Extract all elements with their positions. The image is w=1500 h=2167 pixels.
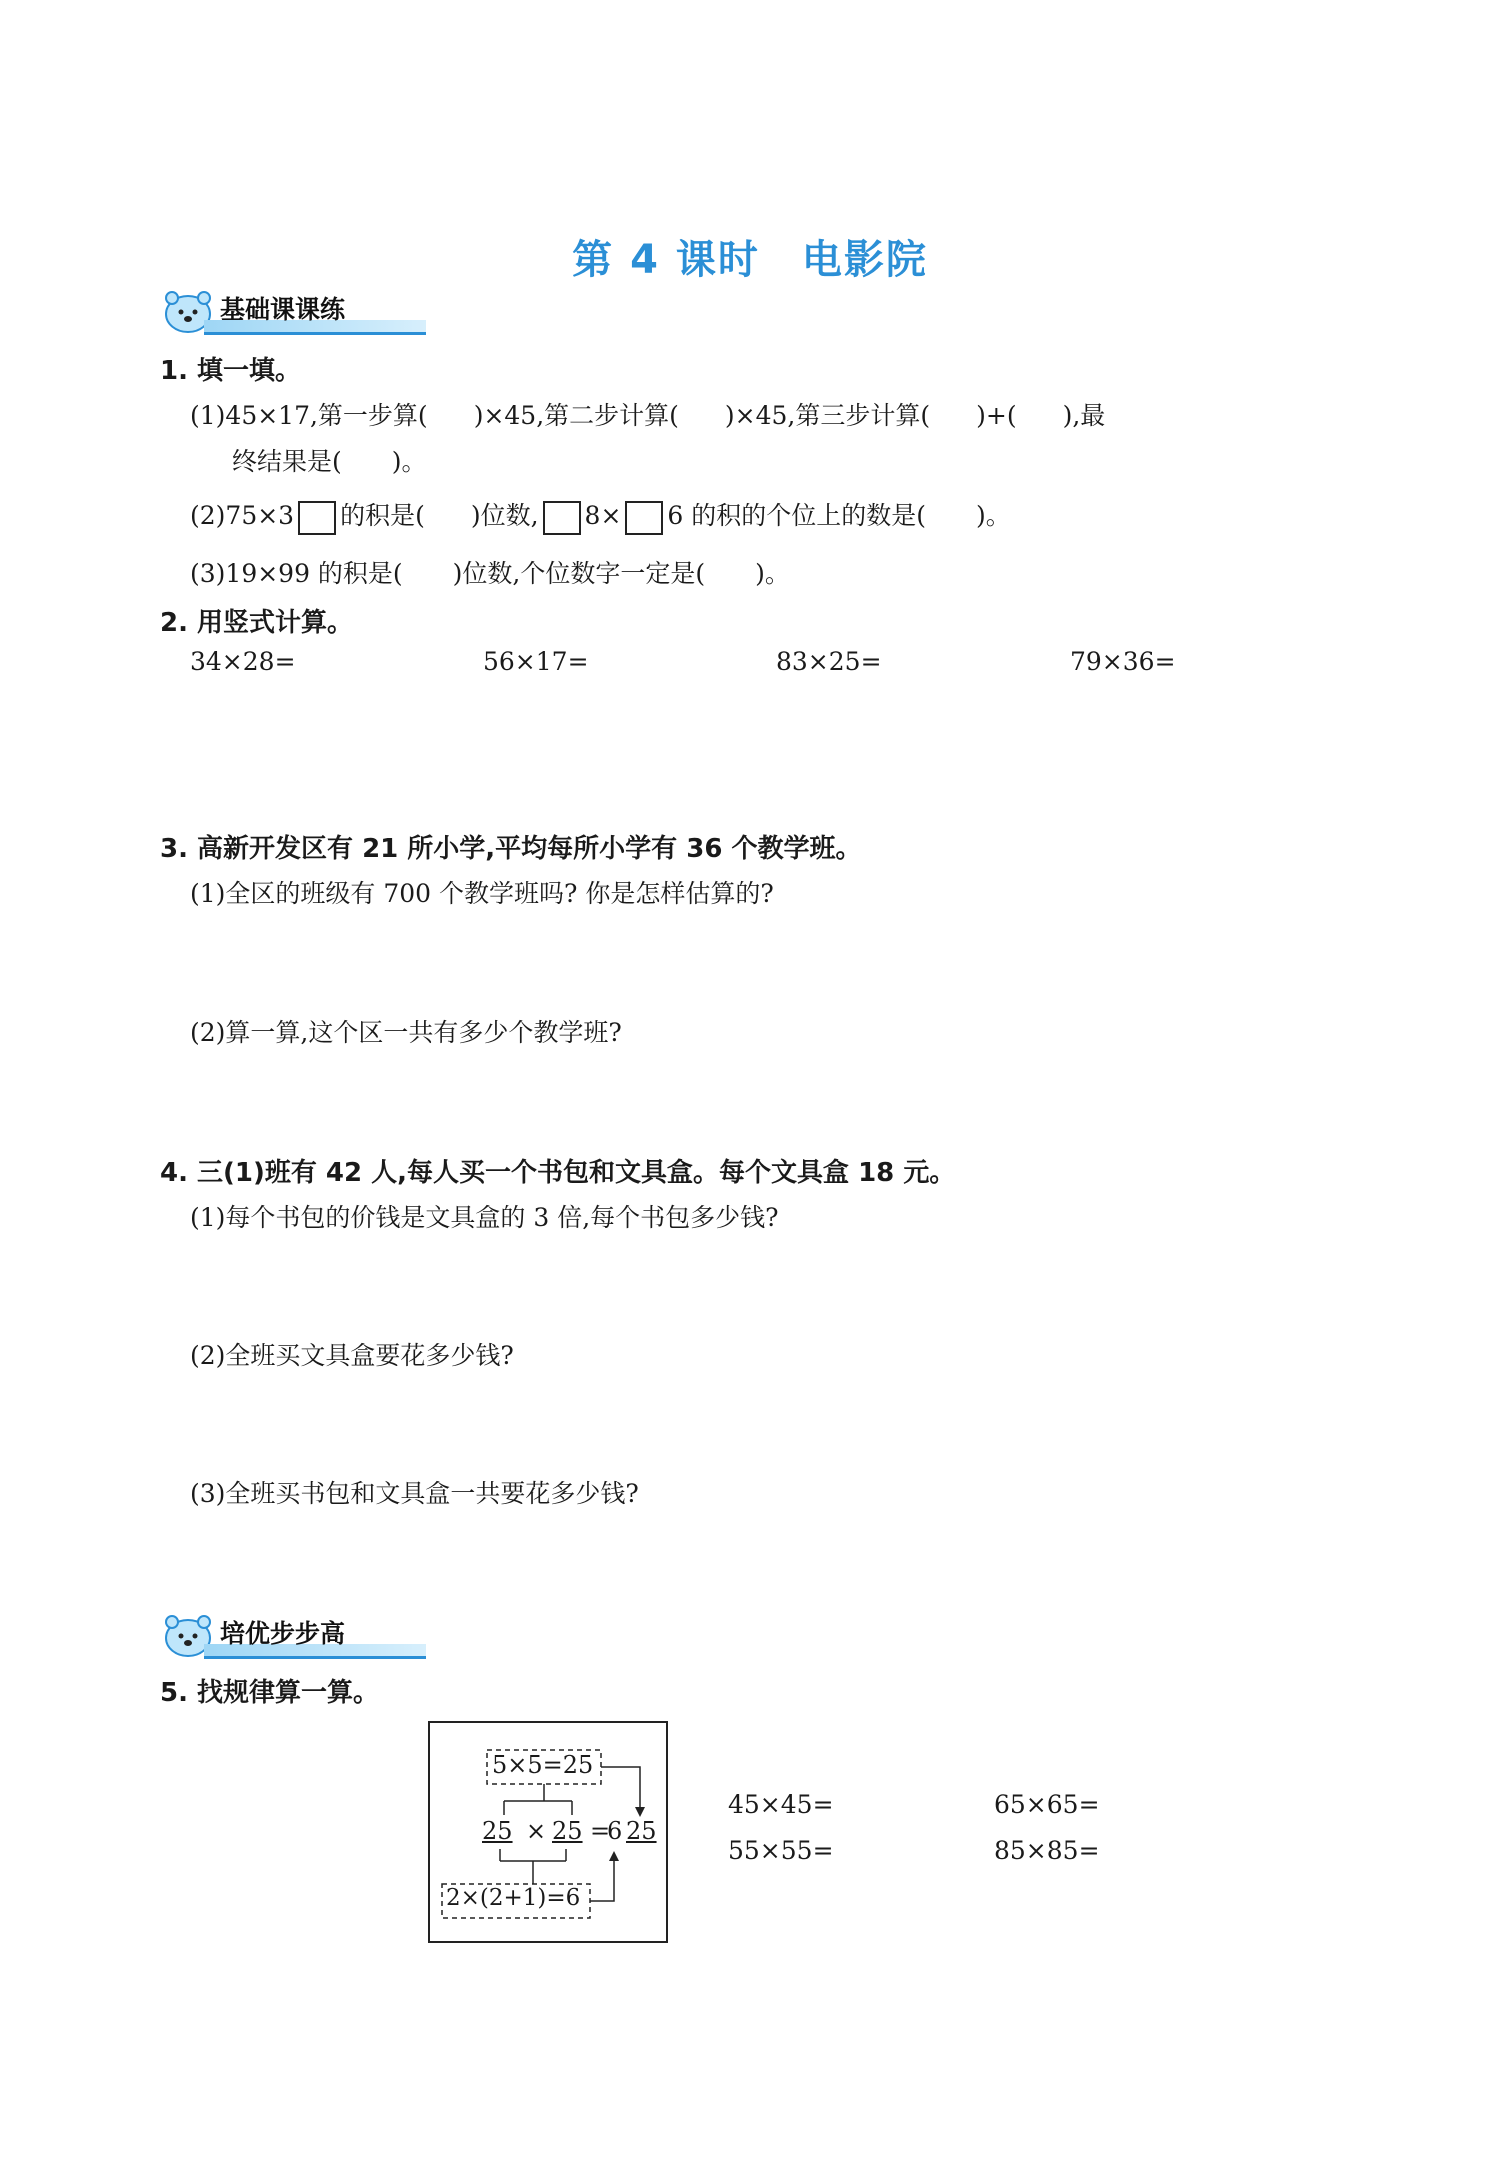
question-1-part-2: (2)75×3 的积是( )位数, 8× 6 的积的个位上的数是( )。 bbox=[190, 496, 1011, 535]
question-2-heading: 2. 用竖式计算。 bbox=[160, 608, 354, 638]
answer-box[interactable] bbox=[625, 501, 663, 535]
question-1-part-3: (3)19×99 的积是( )位数,个位数字一定是( )。 bbox=[190, 559, 790, 588]
question-4-sub-3: (3)全班买书包和文具盒一共要花多少钱? bbox=[190, 1479, 639, 1508]
question-1-part-1: (1)45×17,第一步算( )×45,第二步计算( )×45,第三步计算( )+( ),最 bbox=[190, 401, 1106, 430]
calc-item: 79×36= bbox=[1070, 647, 1176, 676]
calc-item: 56×17= bbox=[483, 647, 589, 676]
question-1-part-1-cont: 终结果是( )。 bbox=[232, 447, 427, 476]
diagram-bottom-text: 2×(2+1)=6 bbox=[446, 1885, 581, 1911]
pattern-calc-item: 85×85= bbox=[994, 1836, 1100, 1865]
answer-box[interactable] bbox=[543, 501, 581, 535]
diagram-equals: = bbox=[590, 1817, 611, 1845]
pattern-calc-item: 45×45= bbox=[728, 1790, 834, 1819]
question-4-sub-1: (1)每个书包的价钱是文具盒的 3 倍,每个书包多少钱? bbox=[190, 1203, 779, 1232]
section-label: 基础课课练 bbox=[220, 295, 346, 324]
question-4-sub-2: (2)全班买文具盒要花多少钱? bbox=[190, 1341, 514, 1370]
pattern-calc-item: 65×65= bbox=[994, 1790, 1100, 1819]
pattern-calc-item: 55×55= bbox=[728, 1836, 834, 1865]
calc-item: 83×25= bbox=[776, 647, 882, 676]
question-3-sub-1: (1)全区的班级有 700 个教学班吗? 你是怎样估算的? bbox=[190, 879, 774, 908]
diagram-factor-left: 25 bbox=[482, 1817, 513, 1845]
page-title: 第 4 课时 电影院 bbox=[572, 237, 928, 283]
section-banner-advanced bbox=[160, 1610, 390, 1662]
question-4-heading: 4. 三(1)班有 42 人,每人买一个书包和文具盒。每个文具盒 18 元。 bbox=[160, 1158, 956, 1188]
answer-box[interactable] bbox=[298, 501, 336, 535]
diagram-times: × bbox=[526, 1817, 547, 1845]
section-banner-basic bbox=[160, 286, 390, 338]
diagram-result-head: 6 bbox=[607, 1817, 623, 1845]
diagram-factor-right: 25 bbox=[552, 1817, 583, 1845]
diagram-top-text: 5×5=25 bbox=[492, 1751, 594, 1779]
calc-item: 34×28= bbox=[190, 647, 296, 676]
pattern-diagram bbox=[428, 1721, 668, 1943]
diagram-result-tail: 25 bbox=[626, 1817, 657, 1845]
question-3-sub-2: (2)算一算,这个区一共有多少个教学班? bbox=[190, 1018, 622, 1047]
question-3-heading: 3. 高新开发区有 21 所小学,平均每所小学有 36 个教学班。 bbox=[160, 834, 862, 864]
question-5-heading: 5. 找规律算一算。 bbox=[160, 1678, 380, 1708]
question-1-heading: 1. 填一填。 bbox=[160, 356, 302, 386]
section-label: 培优步步高 bbox=[220, 1619, 346, 1648]
